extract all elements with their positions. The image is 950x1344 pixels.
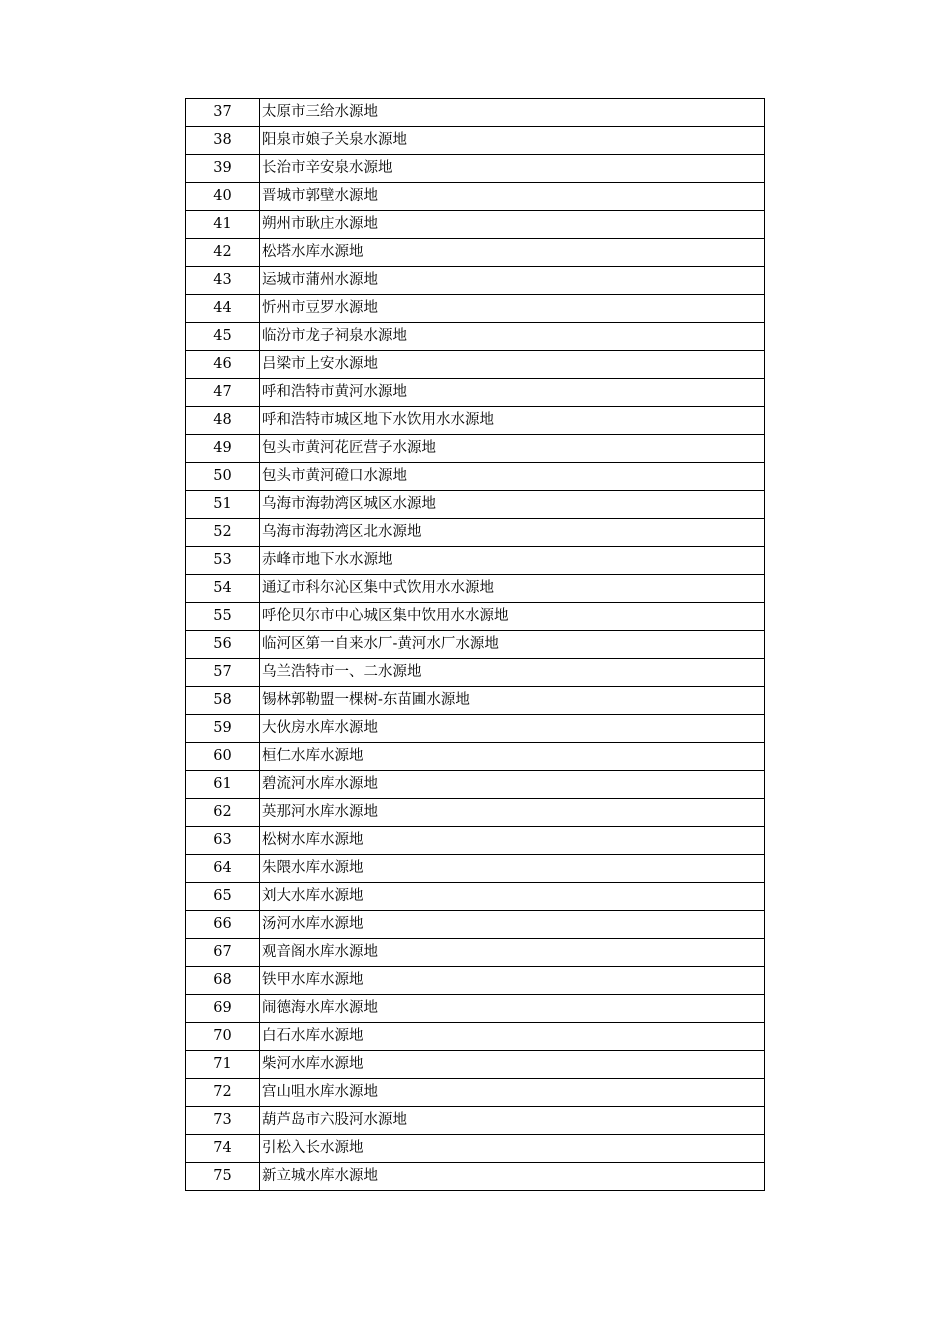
row-number-cell: 55 [186, 603, 260, 631]
row-number-cell: 52 [186, 519, 260, 547]
table-row [186, 743, 765, 771]
table-row [186, 1051, 765, 1079]
row-number-cell: 74 [186, 1135, 260, 1163]
water-source-name-cell: 忻州市豆罗水源地 [260, 295, 765, 323]
table-row [186, 1163, 765, 1191]
row-number-cell: 61 [186, 771, 260, 799]
water-source-name-cell: 乌兰浩特市一、二水源地 [260, 659, 765, 687]
water-source-name-cell: 赤峰市地下水水源地 [260, 547, 765, 575]
table-row [186, 1023, 765, 1051]
water-source-name-cell: 白石水库水源地 [260, 1023, 765, 1051]
water-source-name-cell: 铁甲水库水源地 [260, 967, 765, 995]
water-source-name-cell: 阳泉市娘子关泉水源地 [260, 127, 765, 155]
table-row [186, 855, 765, 883]
row-number-cell: 64 [186, 855, 260, 883]
row-number-cell: 60 [186, 743, 260, 771]
row-number-cell: 67 [186, 939, 260, 967]
water-source-name-cell: 闹德海水库水源地 [260, 995, 765, 1023]
row-number-cell: 62 [186, 799, 260, 827]
row-number-cell: 69 [186, 995, 260, 1023]
row-number-cell: 56 [186, 631, 260, 659]
water-source-name-cell: 新立城水库水源地 [260, 1163, 765, 1191]
water-source-name-cell: 松塔水库水源地 [260, 239, 765, 267]
row-number-cell: 40 [186, 183, 260, 211]
table-row [186, 1079, 765, 1107]
table-row [186, 295, 765, 323]
water-source-name-cell: 朱隈水库水源地 [260, 855, 765, 883]
water-source-name-cell: 通辽市科尔沁区集中式饮用水水源地 [260, 575, 765, 603]
row-number-cell: 68 [186, 967, 260, 995]
row-number-cell: 59 [186, 715, 260, 743]
table-row [186, 799, 765, 827]
table-row [186, 491, 765, 519]
water-source-name-cell: 晋城市郭壁水源地 [260, 183, 765, 211]
row-number-cell: 48 [186, 407, 260, 435]
row-number-cell: 70 [186, 1023, 260, 1051]
row-number-cell: 57 [186, 659, 260, 687]
water-source-name-cell: 宫山咀水库水源地 [260, 1079, 765, 1107]
table-row [186, 211, 765, 239]
table-row [186, 435, 765, 463]
water-source-name-cell: 松树水库水源地 [260, 827, 765, 855]
table-row [186, 267, 765, 295]
table-row [186, 911, 765, 939]
table-row [186, 939, 765, 967]
table-row [186, 183, 765, 211]
water-source-name-cell: 临河区第一自来水厂-黄河水厂水源地 [260, 631, 765, 659]
table-row [186, 463, 765, 491]
table-row [186, 99, 765, 127]
row-number-cell: 49 [186, 435, 260, 463]
row-number-cell: 65 [186, 883, 260, 911]
table-row [186, 407, 765, 435]
row-number-cell: 73 [186, 1107, 260, 1135]
table-row [186, 323, 765, 351]
water-source-name-cell: 引松入长水源地 [260, 1135, 765, 1163]
water-source-name-cell: 乌海市海勃湾区北水源地 [260, 519, 765, 547]
table-row [186, 519, 765, 547]
row-number-cell: 44 [186, 295, 260, 323]
table-row [186, 659, 765, 687]
water-source-name-cell: 包头市黄河花匠营子水源地 [260, 435, 765, 463]
table-row [186, 687, 765, 715]
table-row [186, 575, 765, 603]
table-row [186, 1135, 765, 1163]
row-number-cell: 46 [186, 351, 260, 379]
water-source-name-cell: 桓仁水库水源地 [260, 743, 765, 771]
table-row [186, 379, 765, 407]
row-number-cell: 66 [186, 911, 260, 939]
row-number-cell: 45 [186, 323, 260, 351]
water-source-name-cell: 吕梁市上安水源地 [260, 351, 765, 379]
row-number-cell: 75 [186, 1163, 260, 1191]
table-row [186, 771, 765, 799]
table-row [186, 715, 765, 743]
table-row [186, 631, 765, 659]
water-source-name-cell: 乌海市海勃湾区城区水源地 [260, 491, 765, 519]
water-source-name-cell: 碧流河水库水源地 [260, 771, 765, 799]
water-source-name-cell: 临汾市龙子祠泉水源地 [260, 323, 765, 351]
water-source-table [185, 98, 765, 1191]
table-row [186, 239, 765, 267]
water-source-name-cell: 柴河水库水源地 [260, 1051, 765, 1079]
water-source-name-cell: 观音阁水库水源地 [260, 939, 765, 967]
water-source-name-cell: 包头市黄河磴口水源地 [260, 463, 765, 491]
row-number-cell: 71 [186, 1051, 260, 1079]
water-source-name-cell: 运城市蒲州水源地 [260, 267, 765, 295]
row-number-cell: 37 [186, 99, 260, 127]
table-row [186, 967, 765, 995]
row-number-cell: 42 [186, 239, 260, 267]
water-source-name-cell: 长治市辛安泉水源地 [260, 155, 765, 183]
water-source-name-cell: 锡林郭勒盟一棵树-东苗圃水源地 [260, 687, 765, 715]
row-number-cell: 51 [186, 491, 260, 519]
water-source-name-cell: 葫芦岛市六股河水源地 [260, 1107, 765, 1135]
table-row [186, 127, 765, 155]
row-number-cell: 54 [186, 575, 260, 603]
water-source-name-cell: 呼和浩特市城区地下水饮用水水源地 [260, 407, 765, 435]
table-row [186, 995, 765, 1023]
row-number-cell: 58 [186, 687, 260, 715]
water-source-name-cell: 呼和浩特市黄河水源地 [260, 379, 765, 407]
table-row [186, 547, 765, 575]
row-number-cell: 63 [186, 827, 260, 855]
row-number-cell: 41 [186, 211, 260, 239]
table-row [186, 883, 765, 911]
water-source-name-cell: 英那河水库水源地 [260, 799, 765, 827]
row-number-cell: 53 [186, 547, 260, 575]
row-number-cell: 47 [186, 379, 260, 407]
table-row [186, 827, 765, 855]
table-row [186, 351, 765, 379]
row-number-cell: 39 [186, 155, 260, 183]
table-row [186, 1107, 765, 1135]
row-number-cell: 50 [186, 463, 260, 491]
water-source-name-cell: 朔州市耿庄水源地 [260, 211, 765, 239]
water-source-name-cell: 呼伦贝尔市中心城区集中饮用水水源地 [260, 603, 765, 631]
water-source-name-cell: 大伙房水库水源地 [260, 715, 765, 743]
table-row [186, 155, 765, 183]
row-number-cell: 43 [186, 267, 260, 295]
row-number-cell: 38 [186, 127, 260, 155]
table-row [186, 603, 765, 631]
water-source-name-cell: 汤河水库水源地 [260, 911, 765, 939]
water-source-name-cell: 太原市三给水源地 [260, 99, 765, 127]
row-number-cell: 72 [186, 1079, 260, 1107]
table-body [186, 99, 765, 1191]
water-source-name-cell: 刘大水库水源地 [260, 883, 765, 911]
